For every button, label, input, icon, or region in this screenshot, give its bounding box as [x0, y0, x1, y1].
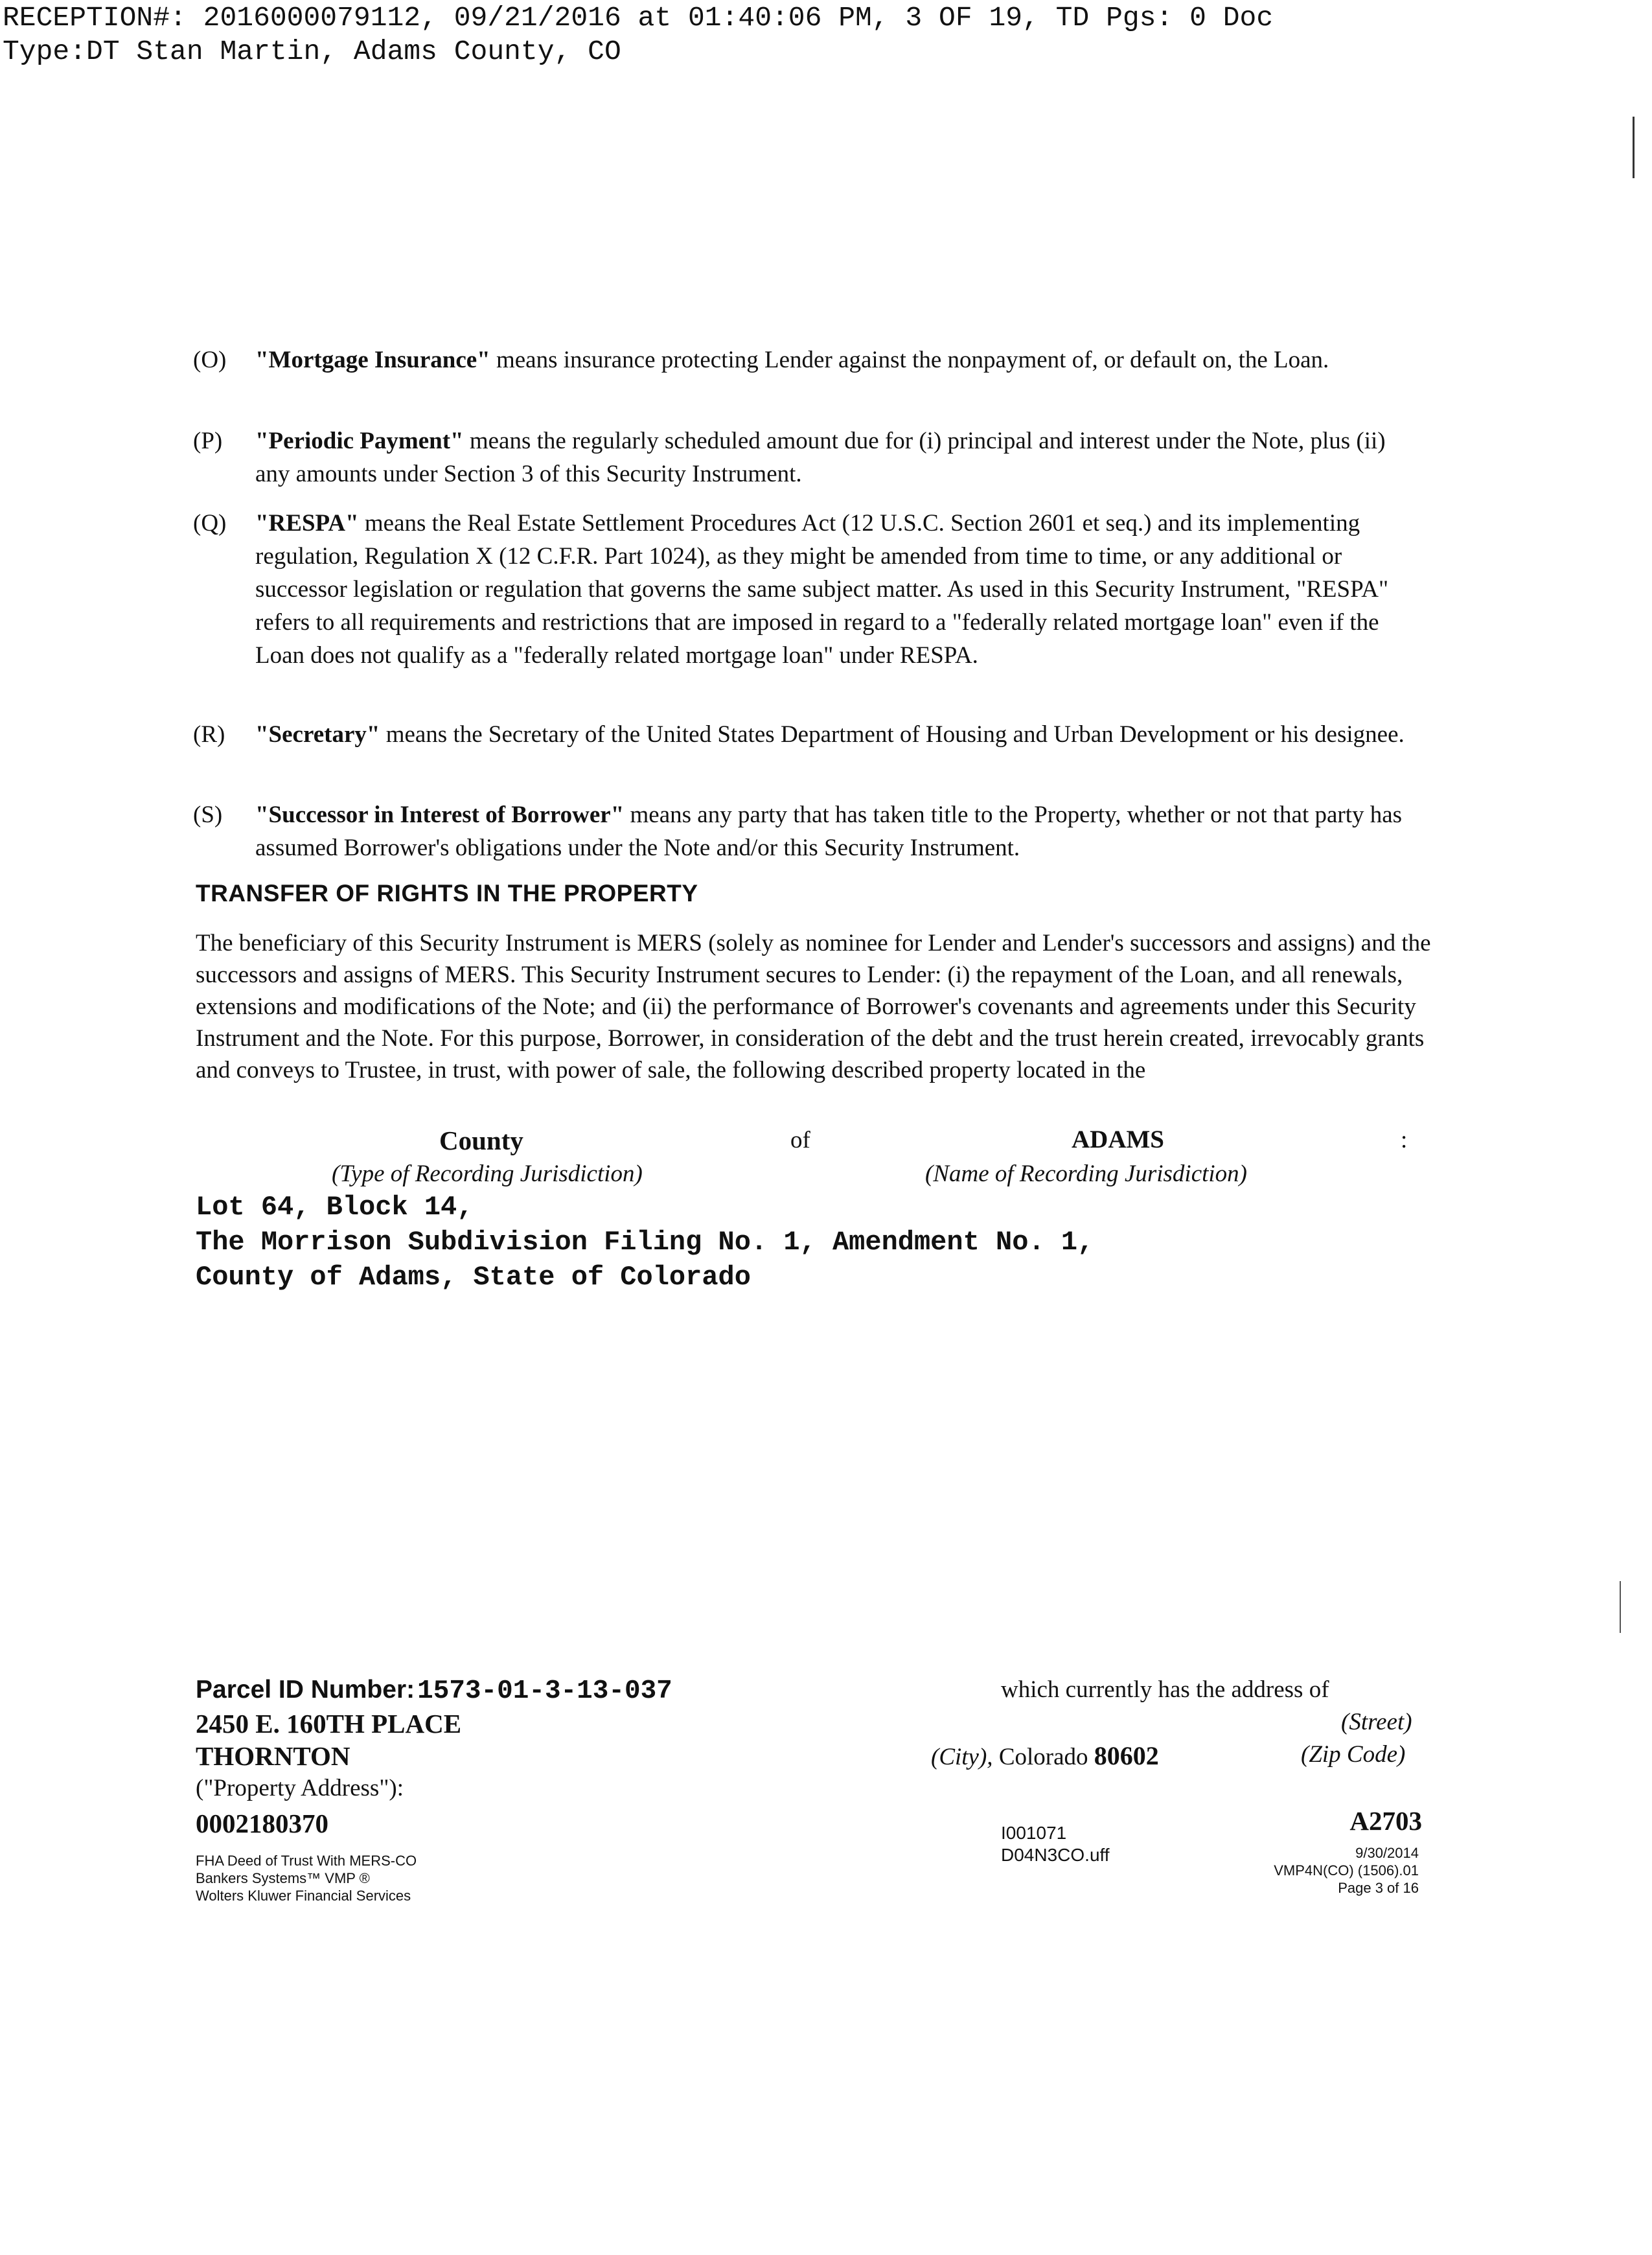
legal-description [196, 1190, 1094, 1295]
property-city: THORNTON [196, 1741, 350, 1771]
city-caption: (City), [931, 1744, 993, 1770]
form-line: Wolters Kluwer Financial Services [196, 1888, 411, 1904]
form-code-block [1001, 1822, 1110, 1866]
form-code: I001071 [1001, 1823, 1067, 1843]
definition-p [193, 424, 1424, 491]
zip-caption: (Zip Code) [1301, 1741, 1406, 1768]
definition-r [193, 718, 1424, 751]
form-number: VMP4N(CO) (1506).01 [1274, 1862, 1419, 1879]
section-heading: TRANSFER OF RIGHTS IN THE PROPERTY [196, 880, 698, 907]
definition-letter: (O) [193, 347, 227, 373]
transfer-paragraph: The beneficiary of this Security Instrument is MERS (solely as nominee for Lender and Lender's successors and assigns) and the successors and assigns of MERS. This Security Instrument secures to Lender: (i) the repayment of the Loan, and all renewals, extensions and modifications of the Note; and (ii) the performance of Borrower's covenants and agreements under this Security Instrument and the Note. For this purpose, Borrower, in consideration of the debt and the trust herein created, irrevocably grants and conveys to Trustee, in trust, with power of sale, the following described property located in the [196, 930, 1431, 1083]
jurisdiction-name-caption: (Name of Recording Jurisdiction) [925, 1161, 1248, 1187]
parcel-id-label: Parcel ID Number: [196, 1676, 415, 1704]
address-intro: which currently has the address of [1001, 1676, 1329, 1703]
definition-text: means insurance protecting Lender against the nonpayment of, or default on, the Loan. [490, 347, 1329, 373]
form-date: 9/30/2014 [1355, 1845, 1419, 1861]
definition-text: means the Secretary of the United States Department of Housing and Urban Development or his designee. [380, 721, 1405, 748]
scan-mark [1633, 117, 1635, 178]
form-line: Bankers Systems™ VMP ® [196, 1870, 370, 1886]
zip-value: 80602 [1094, 1741, 1159, 1770]
jurisdiction-name-value: ADAMS [1072, 1126, 1164, 1153]
definition-s [193, 798, 1424, 864]
definition-o [193, 343, 1424, 376]
definition-letter: (P) [193, 428, 223, 454]
form-name-block [196, 1852, 417, 1904]
scan-mark [1620, 1581, 1621, 1633]
jurisdiction-type-caption: (Type of Recording Jurisdiction) [332, 1161, 643, 1187]
property-address-label: ("Property Address"): [196, 1775, 404, 1801]
parcel-id [196, 1676, 672, 1706]
definition-text: means any party that has taken title to the Property, whether or not that party has assumed Borrower's obligations under the Note and/or this Security Instrument. [255, 802, 1403, 861]
definition-term: "Periodic Payment" [255, 428, 464, 454]
street-caption: (Street) [1341, 1709, 1412, 1735]
definition-text: means the Real Estate Settlement Procedures Act (12 U.S.C. Section 2601 et seq.) and its implementing regulation, Regulation X (12 C.F.R. Part 1024), as they might be amended from time to time, or any additional or successor legislation or regulation that governs the same subject matter. As used in this Security Instrument, "RESPA" refers to all requirements and restrictions that are imposed in regard to a "federally related mortgage loan" even if the Loan does not qualify as a "federally related mortgage loan" under RESPA. [255, 510, 1389, 669]
definition-term: "Successor in Interest of Borrower" [255, 802, 625, 828]
recording-header [3, 1, 1273, 69]
reference-code: A2703 [1349, 1806, 1422, 1836]
definition-text: means the regularly scheduled amount due for (i) principal and interest under the Note, plus (ii) any amounts under Section 3 of this Security Instrument. [255, 428, 1386, 487]
definition-letter: (R) [193, 721, 225, 748]
definition-letter: (S) [193, 802, 223, 828]
definition-term: "RESPA" [255, 510, 359, 537]
jurisdiction-of: of [790, 1127, 810, 1153]
form-line: FHA Deed of Trust With MERS-CO [196, 1853, 417, 1869]
jurisdiction-colon: : [1401, 1127, 1408, 1153]
definition-q [193, 507, 1424, 672]
parcel-id-value: 1573-01-3-13-037 [417, 1676, 672, 1706]
legal-line: County of Adams, State of Colorado [196, 1262, 751, 1293]
recording-header-line1: RECEPTION#: 2016000079112, 09/21/2016 at 01:40:06 PM, 3 OF 19, TD Pgs: 0 Doc [3, 2, 1274, 34]
loan-number: 0002180370 [196, 1809, 328, 1838]
city-state-zip-line [931, 1740, 1159, 1771]
form-meta-block [1274, 1844, 1419, 1897]
definition-term: "Secretary" [255, 721, 380, 748]
state-value: Colorado [998, 1744, 1088, 1770]
property-street: 2450 E. 160TH PLACE [196, 1709, 462, 1739]
legal-line: Lot 64, Block 14, [196, 1192, 474, 1223]
page-number: Page 3 of 16 [1338, 1880, 1419, 1896]
form-file: D04N3CO.uff [1001, 1845, 1110, 1865]
jurisdiction-type-value: County [439, 1126, 523, 1155]
legal-line: The Morrison Subdivision Filing No. 1, Amendment No. 1, [196, 1227, 1094, 1258]
definition-letter: (Q) [193, 510, 227, 537]
definition-term: "Mortgage Insurance" [255, 347, 490, 373]
recording-header-line2: Type:DT Stan Martin, Adams County, CO [3, 36, 621, 67]
